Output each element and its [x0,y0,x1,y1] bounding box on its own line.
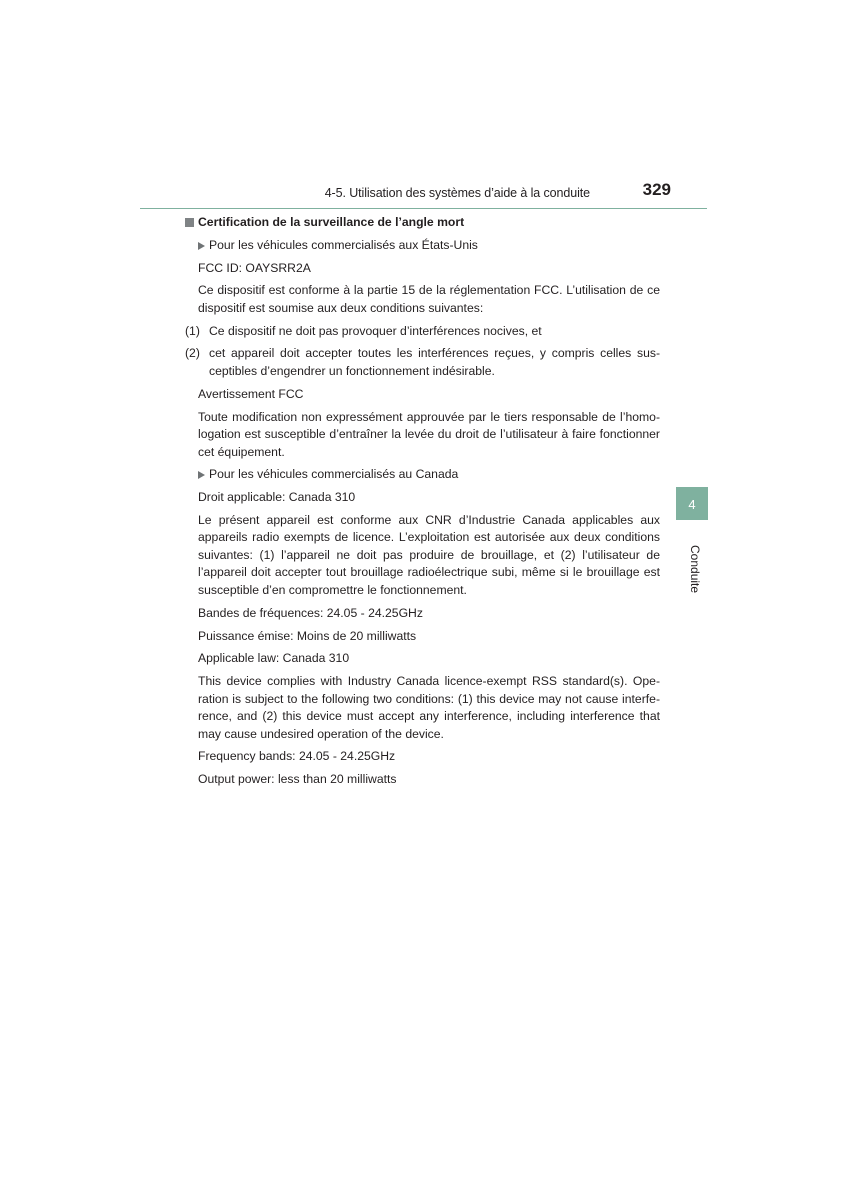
fcc-warning-paragraph: Toute modification non expressément approuvée par le tiers responsable de l’homologation est susceptible d’entraîner la levée du droit de l’utilisateur à faire fonctionner cet équipement. [198,409,660,459]
condition-item [185,345,660,380]
section-title: Certification de la surveillance de l’angle mort [198,215,465,229]
frequency-bands: Frequency bands: 24.05 - 24.25GHz [198,749,396,764]
chapter-tab-label: Conduite [688,545,702,594]
cnr-paragraph: Le présent appareil est conforme aux CNR d’Industrie Canada applicables aux appareils radio exempts de licence. L’exploitation est autorisée aux deux conditions suivantes: (1) l’appareil ne doit pas produire de brouillage, et (2) l’utilisateur de l’appareil doit accepter tout brouillage radioélectrique subi, même si le brouillage est susceptible d’en compromettre le fonctionnement. [198,512,660,597]
bandes-frequences: Bandes de fréquences: 24.05 - 24.25GHz [198,605,423,620]
applicable-law: Applicable law: Canada 310 [198,651,350,666]
main-content [185,214,660,794]
condition-number: (2) [185,346,200,361]
condition-item [185,323,660,341]
puissance-emise: Puissance émise: Moins de 20 milliwatts [198,628,417,643]
section-heading [185,214,660,232]
rss-paragraph: This device complies with Industry Canada licence-exempt RSS standard(s). Operation is subject to the following two conditions: (1) this device may not cause interference, and (2) this device must accept any interference, including interference that may cause undesired operation of the device. [198,674,660,741]
fcc-id: FCC ID: OAYSRR2A [198,260,311,275]
triangle-bullet-icon [198,471,205,479]
condition-text: Ce dispositif ne doit pas provoquer d’interférences nocives, et [209,323,542,338]
canada-heading [185,466,660,484]
condition-text: cet appareil doit accepter toutes les interférences reçues, y compris celles susceptibles d’engendrer un fonctionnement indésirable. [209,346,660,378]
page-header [140,176,707,209]
fcc-warning-title: Avertissement FCC [198,386,304,401]
square-bullet-icon [185,218,194,227]
page-number: 329 [642,180,671,199]
droit-applicable: Droit applicable: Canada 310 [198,490,356,505]
canada-heading-text: Pour les véhicules commercialisés au Canada [209,467,459,482]
condition-number: (1) [185,323,200,338]
chapter-title: 4-5. Utilisation des systèmes d’aide à la conduite [324,186,590,200]
triangle-bullet-icon [198,242,205,250]
chapter-tab: 4 [676,487,708,520]
us-heading [185,237,660,255]
fcc-compliance-paragraph: Ce dispositif est conforme à la partie 15 de la réglementation FCC. L’utilisation de ce dispositif est soumise aux deux conditions suivantes: [198,283,660,315]
us-heading-text: Pour les véhicules commercialisés aux États-Unis [209,237,478,252]
output-power: Output power: less than 20 milliwatts [198,772,397,787]
